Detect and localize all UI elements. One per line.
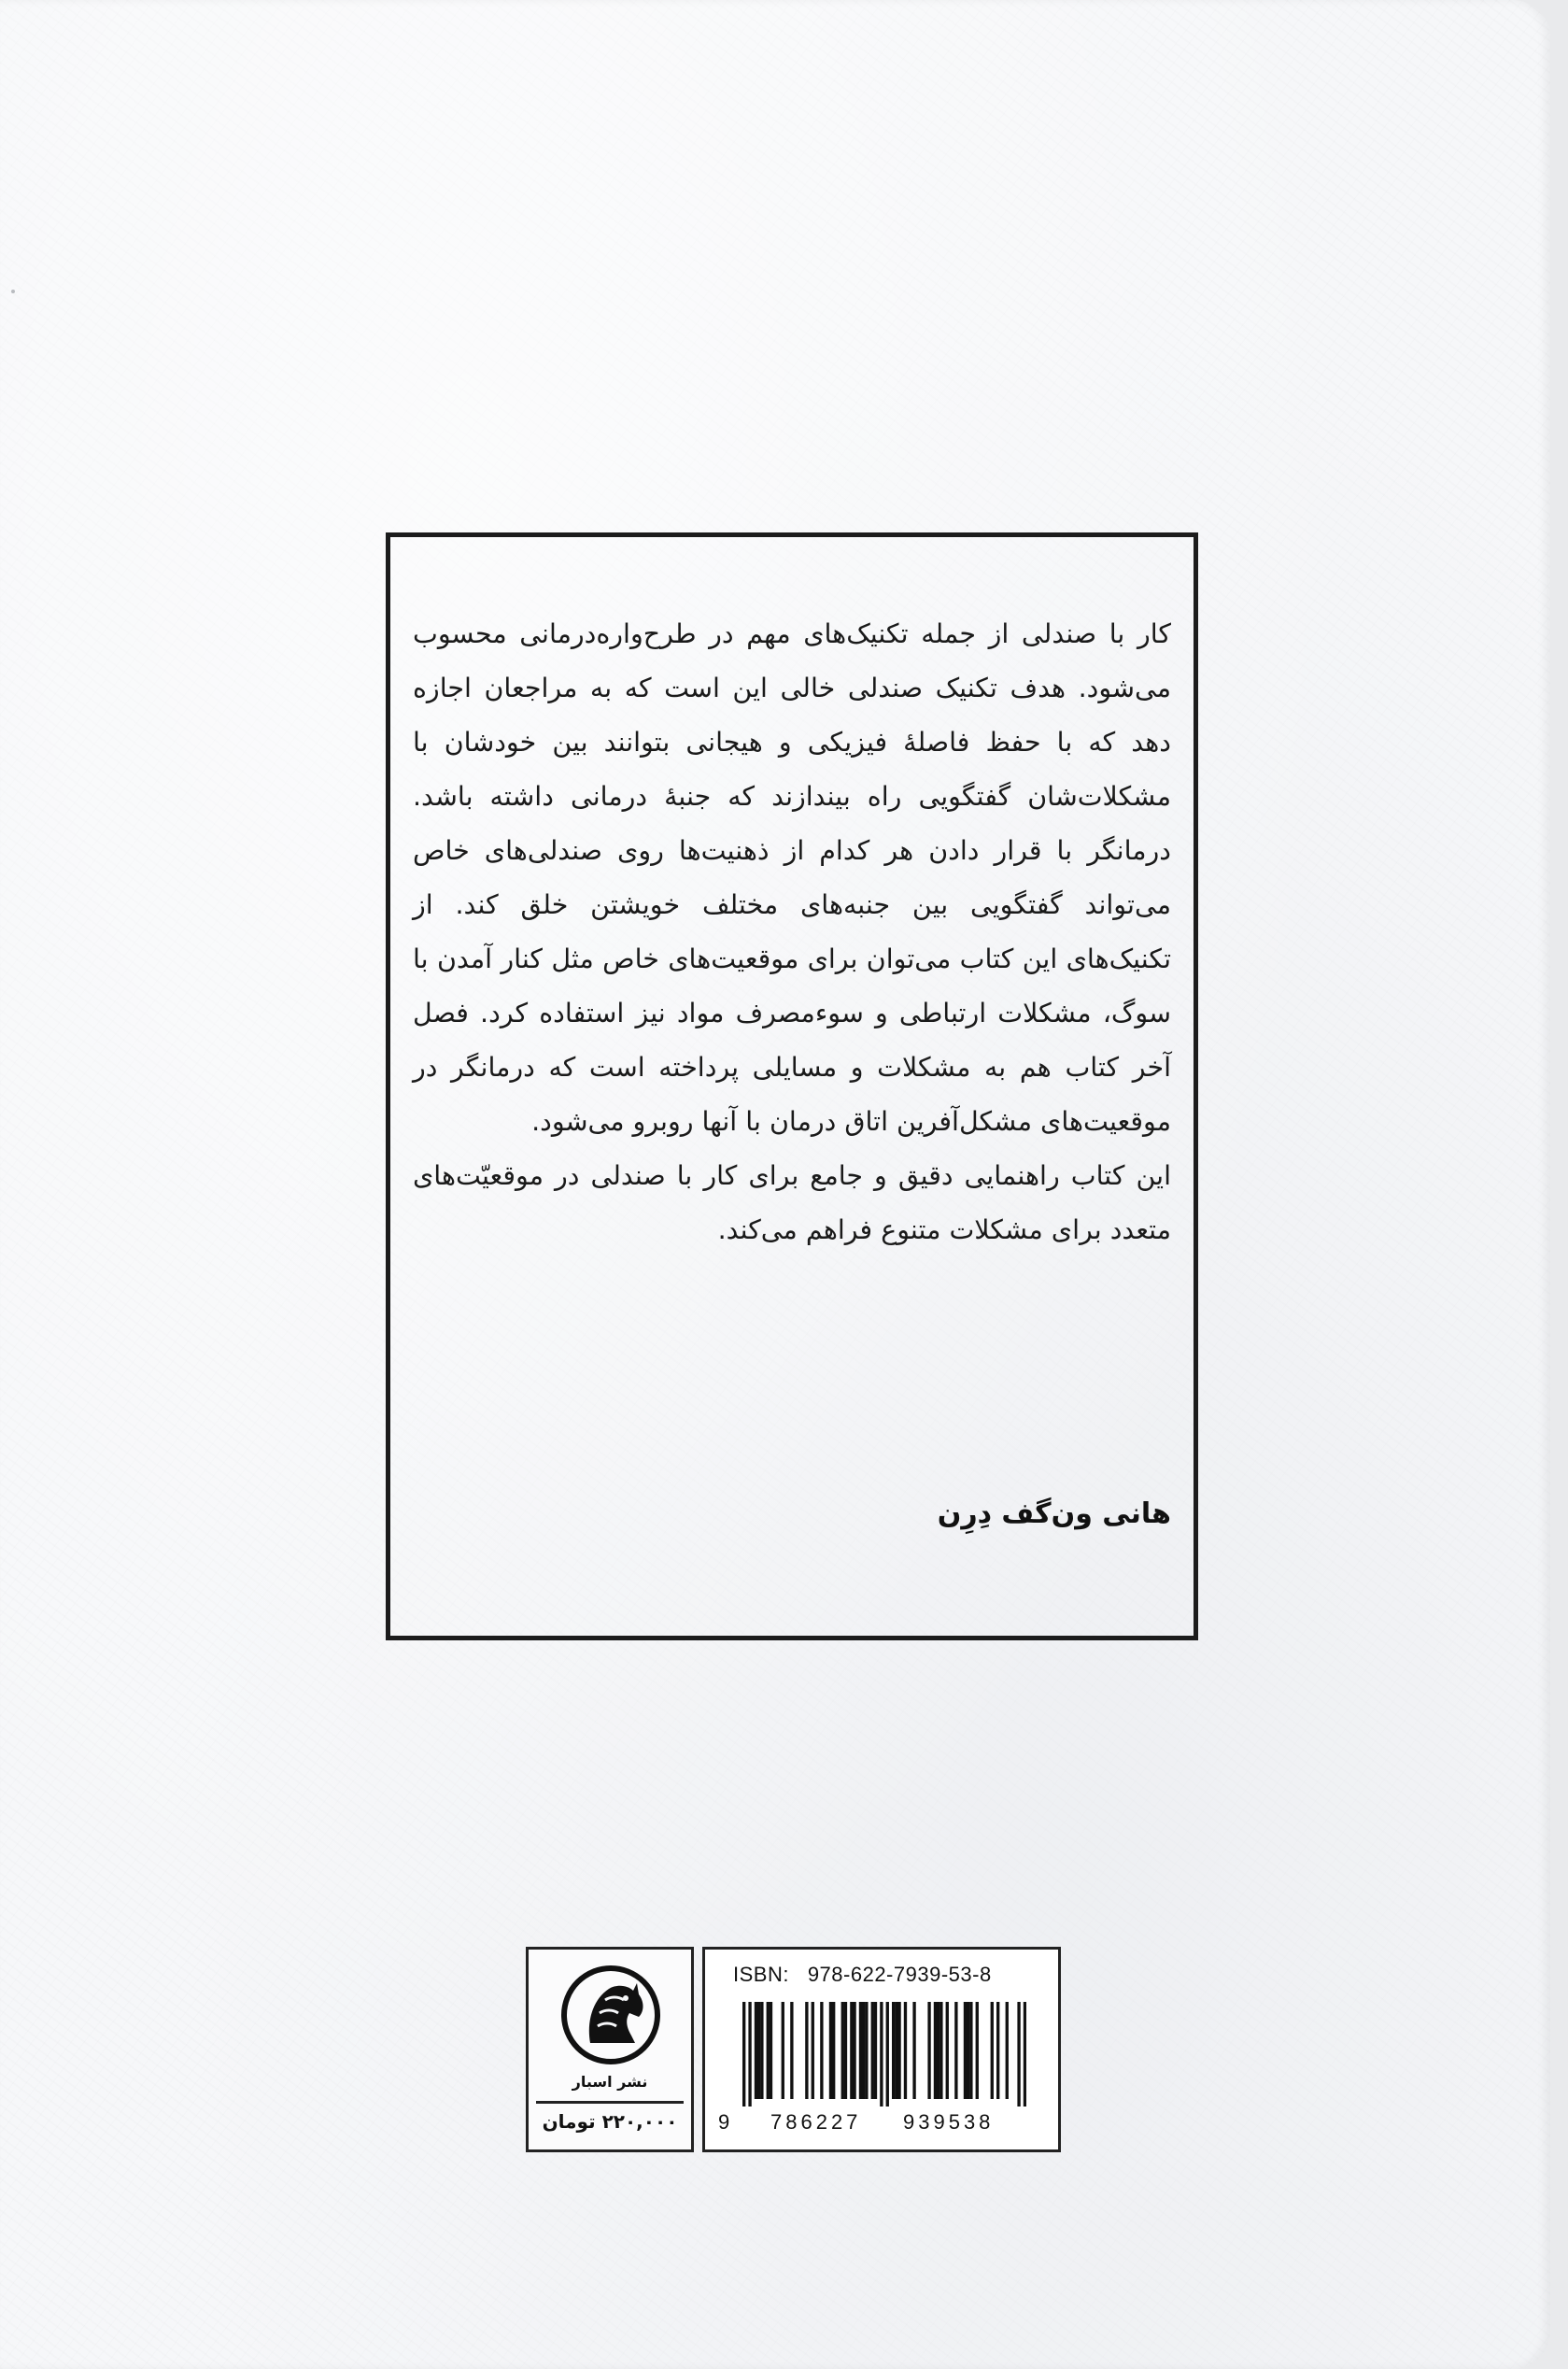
isbn-text — [733, 1963, 992, 1987]
barcode-bar — [912, 2002, 915, 2099]
barcode-bar — [871, 2002, 874, 2099]
barcode-bar — [865, 2002, 868, 2099]
barcode-right-digits: 939538 — [903, 2110, 995, 2134]
barcode-bar — [895, 2002, 897, 2099]
barcode-bar — [782, 2002, 784, 2099]
barcode-bar — [850, 2002, 853, 2099]
barcode-lead-digit: 9 — [718, 2110, 730, 2134]
price-divider — [536, 2101, 684, 2104]
barcode-bar — [991, 2002, 994, 2099]
barcode-bar — [897, 2002, 900, 2099]
author-name: هانی ون‌گف دِرِن — [937, 1497, 1171, 1530]
barcode-bar — [886, 2002, 889, 2107]
barcode-bar — [1024, 2002, 1026, 2107]
barcode-bar — [757, 2002, 760, 2099]
barcode-bar — [841, 2002, 844, 2099]
barcode-bar — [954, 2002, 957, 2099]
barcode-bar — [946, 2002, 949, 2099]
isbn-barcode-box — [702, 1947, 1061, 2152]
barcode-bar — [812, 2002, 814, 2099]
barcode-bar — [976, 2002, 979, 2099]
blurb-paragraph-1: کار با صندلی از جمله تکنیک‌های مهم در طرح‌واره‌درمانی محسوب می‌شود. هدف تکنیک صندلی خالی این است که به مراجعان اجازه دهد که با حفظ فاصلهٔ فیزیکی و هیجانی بتوانند بین خودشان با مشکلات‌شان گفتگویی راه بیندازند که جنبهٔ درمانی داشته باشد. درمانگر با قرار دادن هر کدام از ذهنیت‌ها روی صندلی‌های خاص می‌تواند گفتگویی بین جنبه‌های مختلف خویشتن خلق کند. از تکنیک‌های این کتاب می‌توان برای موقعیت‌های خاص مثل کنار آمدن با سوگ، مشکلات ارتباطی و سوءمصرف مواد نیز استفاده کرد. فصل آخر کتاب هم به مشکلات و مسایلی پرداخته است که درمانگر در موقعیت‌های مشکل‌آفرین اتاق درمان با آنها روبرو می‌شود. — [413, 618, 1171, 1137]
barcode-bar — [892, 2002, 895, 2099]
barcode-bar — [939, 2002, 942, 2099]
barcode-bar — [742, 2002, 745, 2107]
barcode-bar — [996, 2002, 999, 2099]
barcode-bar — [820, 2002, 823, 2099]
barcode-bar — [937, 2002, 939, 2099]
barcode — [742, 2002, 1026, 2107]
isbn-number: 978-622-7939-53-8 — [807, 1963, 992, 1986]
barcode-bar — [760, 2002, 763, 2099]
barcode-bar — [767, 2002, 770, 2099]
barcode-bar — [805, 2002, 808, 2099]
cover-speck — [11, 290, 15, 293]
barcode-bar — [770, 2002, 772, 2099]
barcode-bar — [790, 2002, 793, 2099]
barcode-bar — [880, 2002, 883, 2107]
barcode-bar — [748, 2002, 751, 2107]
barcode-bar — [859, 2002, 862, 2099]
barcode-bar — [844, 2002, 847, 2099]
barcode-left-digits: 786227 — [770, 2110, 862, 2134]
publisher-box — [526, 1947, 694, 2152]
price-label: ۲۲۰,۰۰۰ تومان — [542, 2110, 678, 2133]
barcode-bar — [934, 2002, 937, 2099]
blurb-paragraph-2: این کتاب راهنمایی دقیق و جامع برای کار با صندلی در موقعیّت‌های متعدد برای مشکلات متنوع فراهم می‌کند. — [413, 1160, 1171, 1245]
blurb-text — [413, 607, 1171, 1257]
barcode-bar — [829, 2002, 832, 2099]
barcode-bar — [862, 2002, 865, 2099]
barcode-bar — [1017, 2002, 1020, 2107]
isbn-label: ISBN: — [733, 1963, 789, 1986]
barcode-bar — [1006, 2002, 1009, 2099]
barcode-bar — [927, 2002, 930, 2099]
horse-head-logo-icon — [558, 1963, 663, 2067]
barcode-bar — [874, 2002, 877, 2099]
barcode-bar — [904, 2002, 907, 2099]
barcode-bar — [969, 2002, 972, 2099]
barcode-bar — [832, 2002, 835, 2099]
publisher-name: نشر اسبار — [572, 2073, 648, 2091]
barcode-bar — [967, 2002, 969, 2099]
barcode-bar — [964, 2002, 967, 2099]
barcode-bar — [755, 2002, 757, 2099]
barcode-bar — [853, 2002, 855, 2099]
